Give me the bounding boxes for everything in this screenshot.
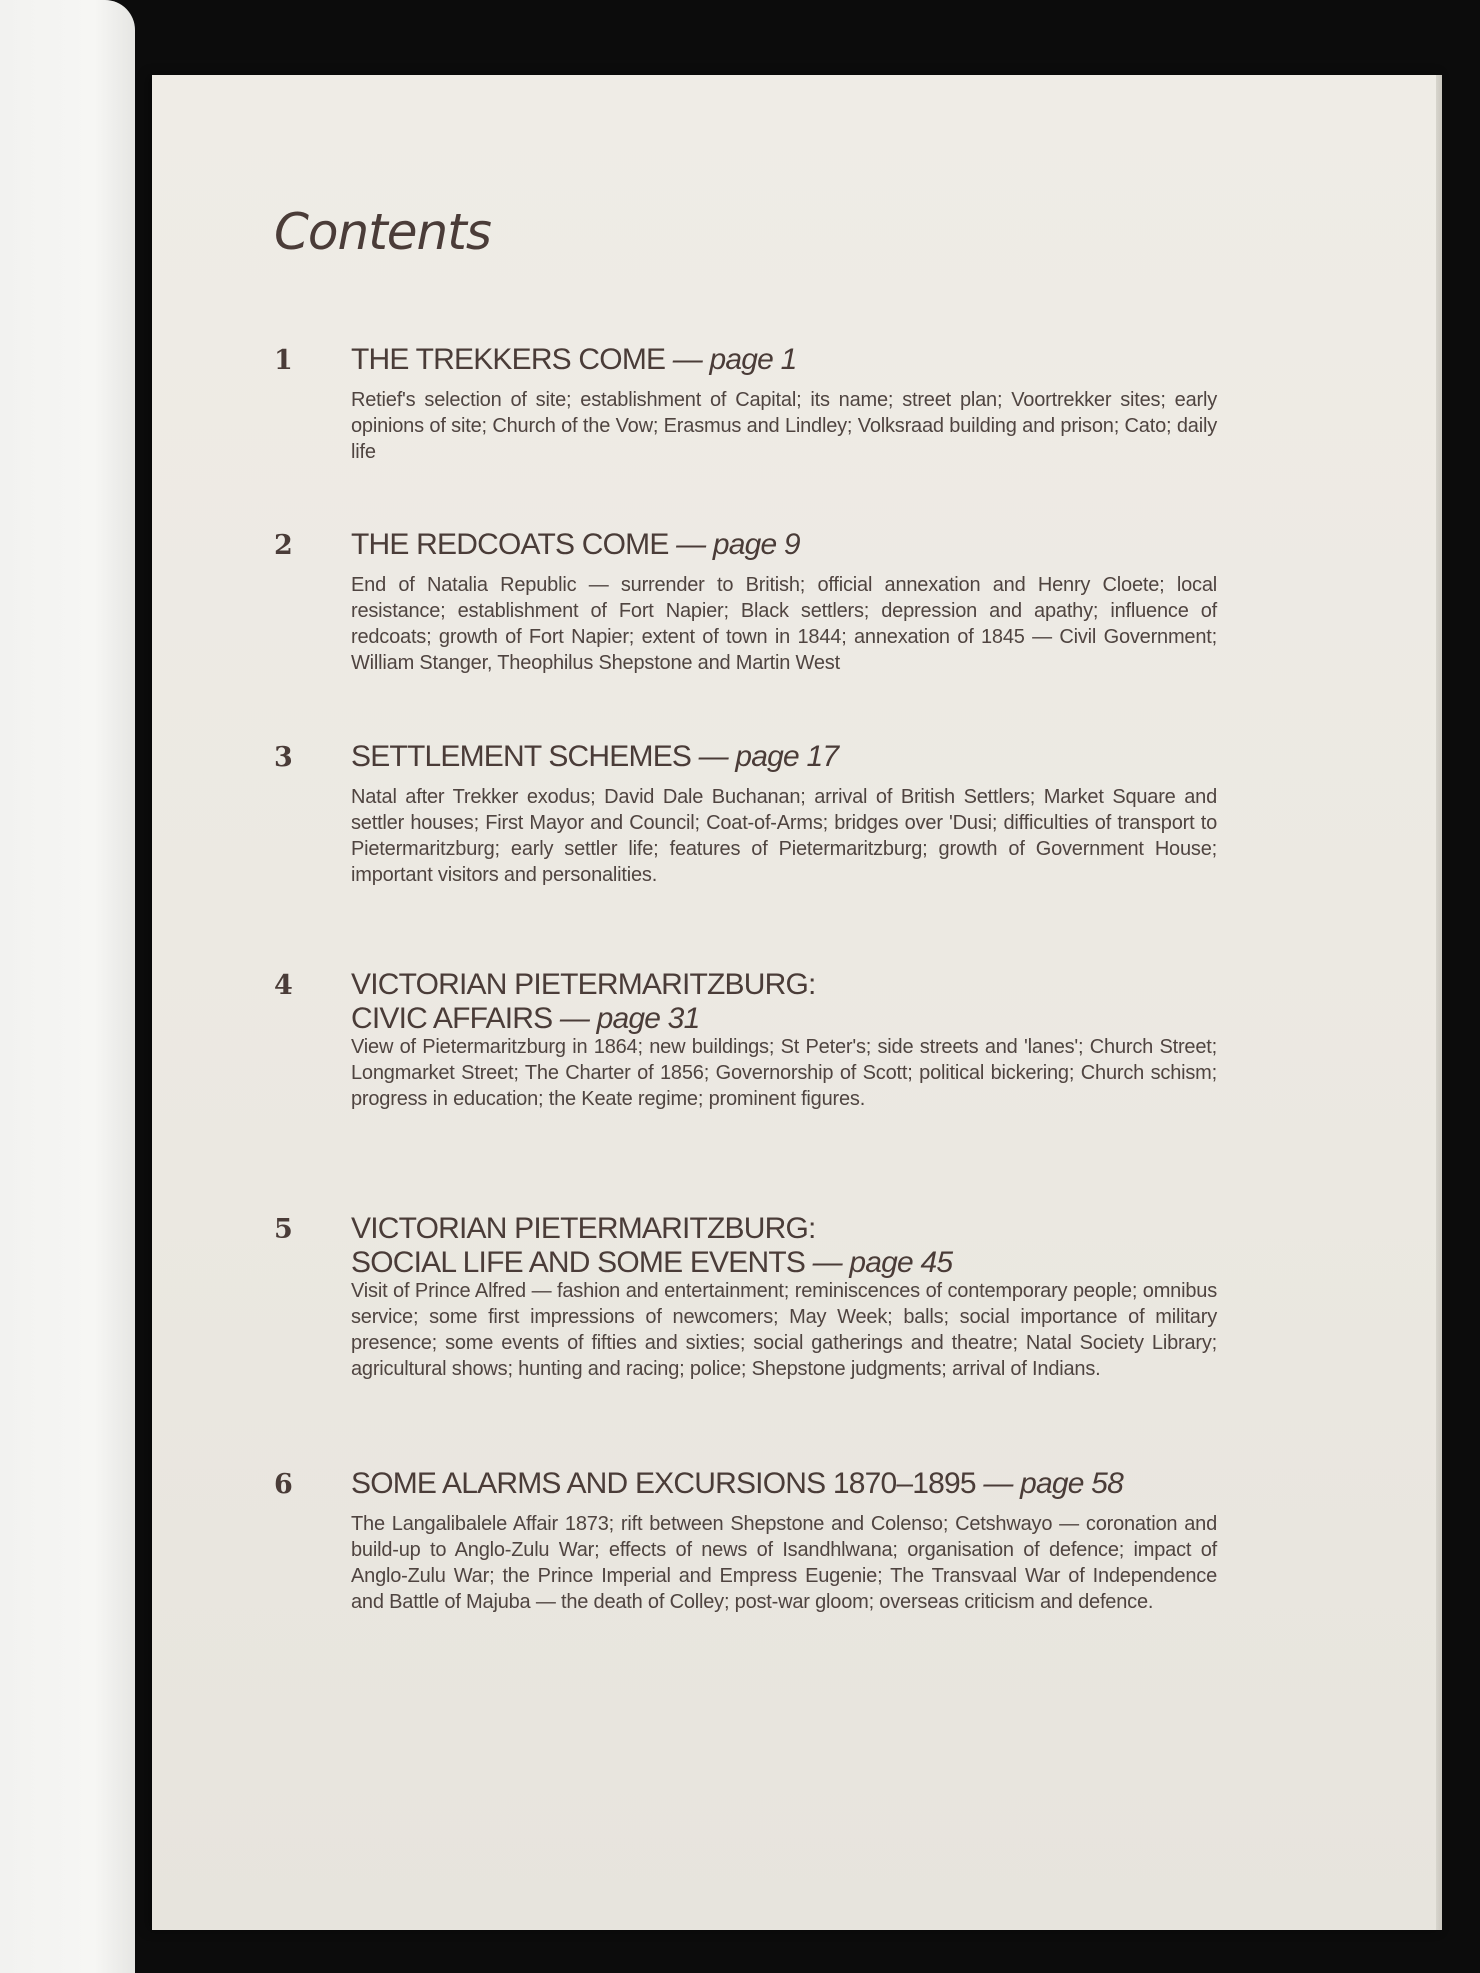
chapter-description: View of Pietermaritzburg in 1864; new buildings; St Peter's; side streets and 'lanes'; Church Street; Longmarket Street; The Charter of 1856; Governorship of Scott; political bickering; Church schism; progress in education; the Keate regime; prominent figures. bbox=[351, 1036, 1217, 1110]
page-edge bbox=[1436, 75, 1442, 1930]
chapter-description: The Langalibalele Affair 1873; rift between Shepstone and Colenso; Cetshwayo — coronation and build-up to Anglo-Zulu War; effects of news of Isandhlwana; organisation of defence; impact of Anglo-Zulu War; the Prince Imperial and Empress Eugenie; The Transvaal War of Independence and Battle of Majuba — the death of Colley; post-war gloom; overseas criticism and defence. bbox=[351, 1513, 1217, 1613]
chapter-heading bbox=[351, 968, 1231, 1036]
chapter-number: 4 bbox=[274, 970, 293, 1001]
contents-page bbox=[152, 75, 1442, 1930]
chapter-page-ref: — page 9 bbox=[676, 528, 800, 561]
chapter-heading bbox=[351, 343, 1231, 377]
page-title: Contents bbox=[274, 203, 491, 261]
chapter-description: Natal after Trekker exodus; David Dale Buchanan; arrival of British Settlers; Market Square and settler houses; First Mayor and Council; Coat-of-Arms; bridges over 'Dusi; difficulties of transport to Pietermaritzburg; early settler life; features of Pietermaritzburg; growth of Government House; important visitors and personalities. bbox=[351, 786, 1217, 886]
chapter-heading bbox=[351, 1467, 1231, 1501]
chapter-page-ref: — page 17 bbox=[698, 740, 839, 773]
chapter-heading bbox=[351, 740, 1231, 774]
chapter-description: End of Natalia Republic — surrender to British; official annexation and Henry Cloete; local resistance; establishment of Fort Napier; Black settlers; depression and apathy; influence of redcoats; growth of Fort Napier; extent of town in 1844; annexation of 1845 — Civil Government; William Stanger, Theophilus Shepstone and Martin West bbox=[351, 574, 1217, 674]
chapter-title: THE REDCOATS COME bbox=[351, 528, 669, 561]
chapter-heading bbox=[351, 528, 1231, 562]
chapter-page-ref: — page 1 bbox=[672, 343, 797, 376]
chapter-title: VICTORIAN PIETERMARITZBURG: bbox=[351, 968, 816, 1001]
chapter-title: SETTLEMENT SCHEMES bbox=[351, 740, 692, 773]
facing-page bbox=[0, 0, 135, 1973]
chapter-page-ref: — page 31 bbox=[559, 1002, 700, 1035]
chapter-title: VICTORIAN PIETERMARITZBURG: bbox=[351, 1212, 816, 1245]
chapter-description: Retief's selection of site; establishment of Capital; its name; street plan; Voortrekker sites; early opinions of site; Church of the Vow; Erasmus and Lindley; Volksraad building and prison; Cato; daily life bbox=[351, 389, 1217, 463]
chapter-subtitle: SOCIAL LIFE AND SOME EVENTS bbox=[351, 1246, 806, 1279]
chapter-number: 1 bbox=[274, 345, 293, 376]
chapter-number: 2 bbox=[274, 530, 293, 561]
chapter-heading bbox=[351, 1212, 1231, 1280]
chapter-description: Visit of Prince Alfred — fashion and entertainment; reminiscences of contemporary people; omnibus service; some first impressions of newcomers; May Week; balls; social importance of military presence; some events of fifties and sixties; social gatherings and theatre; Natal Society Library; agricultural shows; hunting and racing; police; Shepstone judgments; arrival of Indians. bbox=[351, 1280, 1217, 1380]
chapter-title: THE TREKKERS COME bbox=[351, 343, 666, 376]
chapter-title: SOME ALARMS AND EXCURSIONS 1870–1895 bbox=[351, 1467, 976, 1500]
chapter-page-ref: — page 58 bbox=[983, 1467, 1123, 1500]
chapter-number: 6 bbox=[274, 1469, 293, 1500]
chapter-subtitle: CIVIC AFFAIRS bbox=[351, 1002, 553, 1035]
chapter-number: 5 bbox=[274, 1214, 293, 1245]
chapter-page-ref: — page 45 bbox=[812, 1246, 953, 1279]
chapter-number: 3 bbox=[274, 742, 293, 773]
